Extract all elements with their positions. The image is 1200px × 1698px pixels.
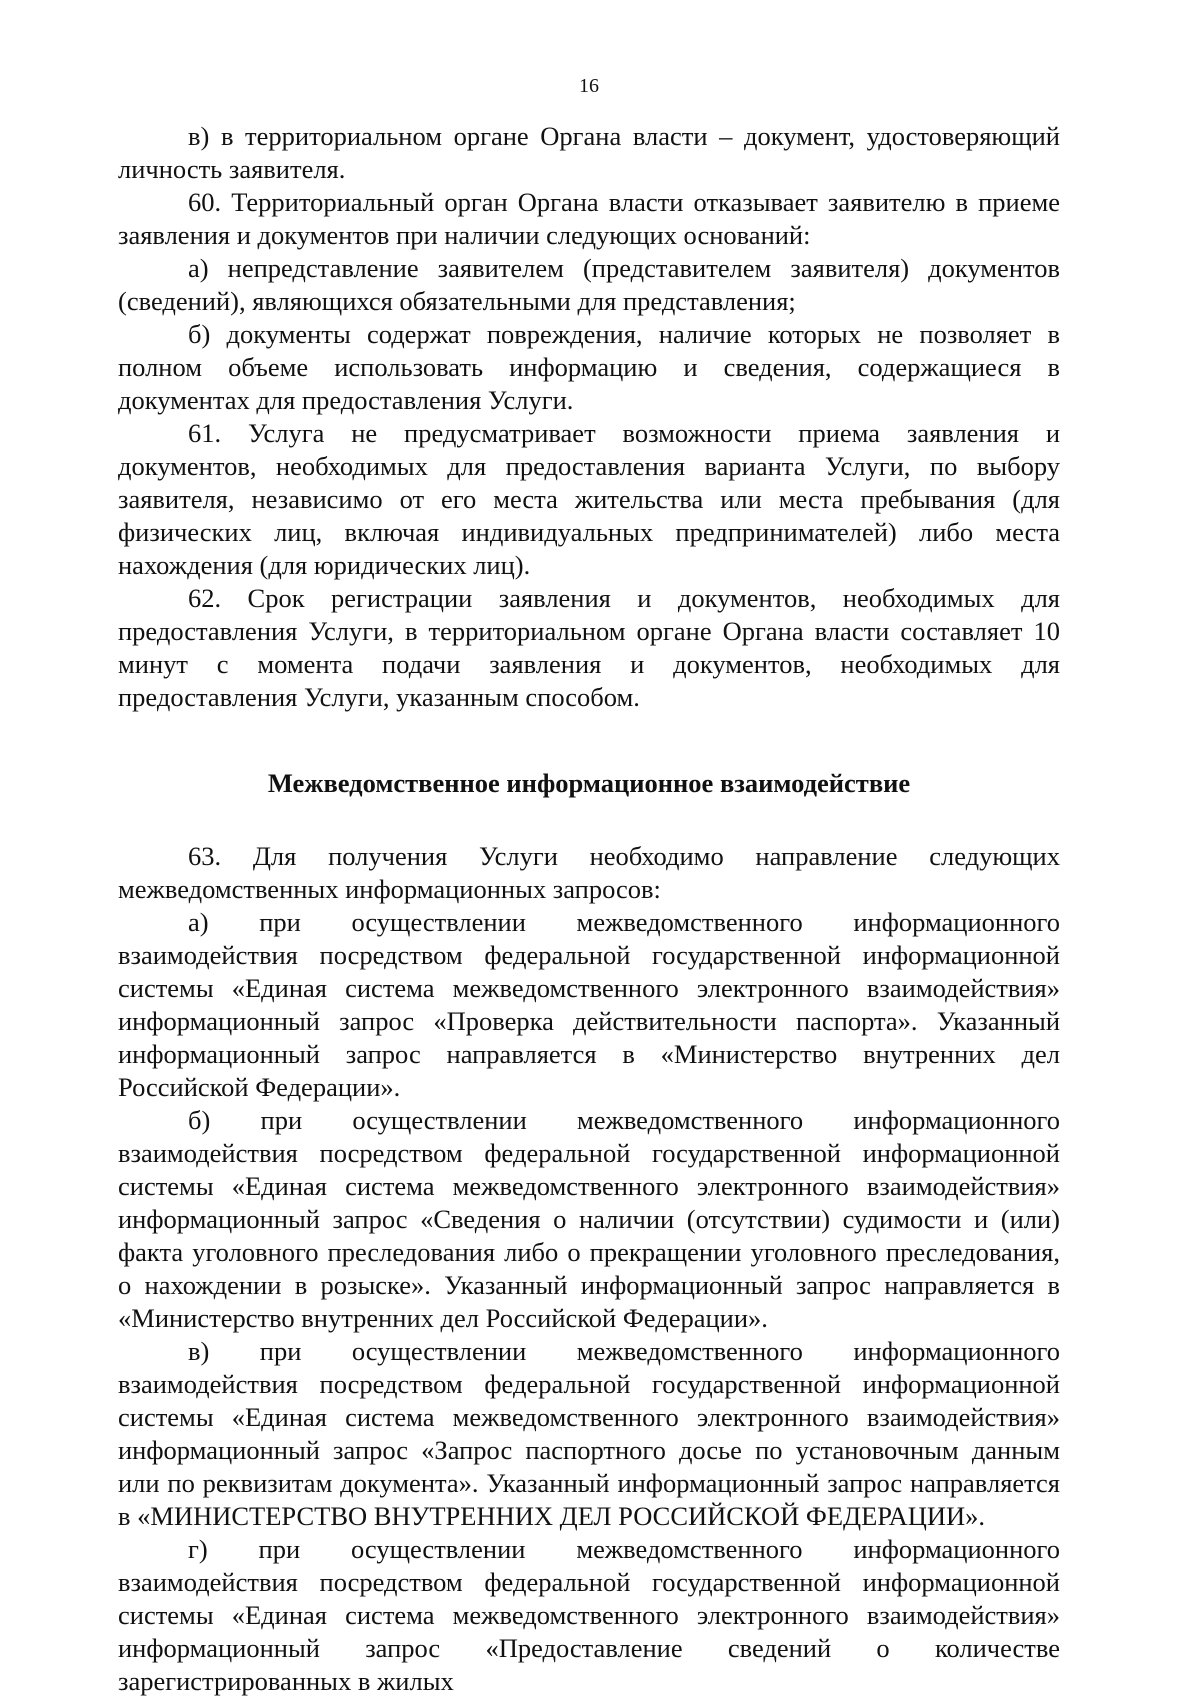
section-heading: Межведомственное информационное взаимодействие xyxy=(267,768,911,798)
paragraph-60b: б) документы содержат повреждения, наличие которых не позволяет в полном объеме использовать информацию и сведения, содержащиеся в документах для предоставления Услуги. xyxy=(118,319,1060,415)
paragraph-60a: а) непредставление заявителем (представителем заявителя) документов (сведений), являющихся обязательными для представления; xyxy=(118,253,1060,316)
paragraph-59v: в) в территориальном органе Органа власти – документ, удостоверяющий личность заявителя. xyxy=(118,121,1060,184)
paragraph-63b: б) при осуществлении межведомственного информационного взаимодействия посредством федеральной государственной информационной системы «Единая система межведомственного электронного взаимодействия» информационный запрос «Сведения о наличии (отсутствии) судимости и (или) факта уголовного преследования либо о прекращении уголовного преследования, о нахождении в розыске». Указанный информационный запрос направляется в «Министерство внутренних дел Российской Федерации». xyxy=(118,1105,1060,1333)
page-number: 16 xyxy=(579,75,599,97)
paragraph-63: 63. Для получения Услуги необходимо направление следующих межведомственных информационных запросов: xyxy=(118,841,1060,904)
paragraph-62: 62. Срок регистрации заявления и документов, необходимых для предоставления Услуги, в территориальном органе Органа власти составляет 10 минут с момента подачи заявления и документов, необходимых для предоставления Услуги, указанным способом. xyxy=(118,583,1060,712)
paragraph-61: 61. Услуга не предусматривает возможности приема заявления и документов, необходимых для предоставления варианта Услуги, по выбору заявителя, независимо от его места жительства или места пребывания (для физических лиц, включая индивидуальных предпринимателей) либо места нахождения (для юридических лиц). xyxy=(118,418,1060,580)
paragraph-63a: а) при осуществлении межведомственного информационного взаимодействия посредством федеральной государственной информационной системы «Единая система межведомственного электронного взаимодействия» информационный запрос «Проверка действительности паспорта». Указанный информационный запрос направляется в «Министерство внутренних дел Российской Федерации». xyxy=(118,907,1060,1102)
paragraph-60: 60. Территориальный орган Органа власти отказывает заявителю в приеме заявления и документов при наличии следующих оснований: xyxy=(118,187,1060,250)
paragraph-63v: в) при осуществлении межведомственного информационного взаимодействия посредством федеральной государственной информационной системы «Единая система межведомственного электронного взаимодействия» информационный запрос «Запрос паспортного досье по установочным данным или по реквизитам документа». Указанный информационный запрос направляется в «МИНИСТЕРСТВО ВНУТРЕННИХ ДЕЛ РОССИЙСКОЙ ФЕДЕРАЦИИ». xyxy=(118,1336,1060,1531)
paragraph-63g: г) при осуществлении межведомственного информационного взаимодействия посредством федеральной государственной информационной системы «Единая система межведомственного электронного взаимодействия» информационный запрос «Предоставление сведений о количестве зарегистрированных в жилых xyxy=(118,1534,1060,1696)
